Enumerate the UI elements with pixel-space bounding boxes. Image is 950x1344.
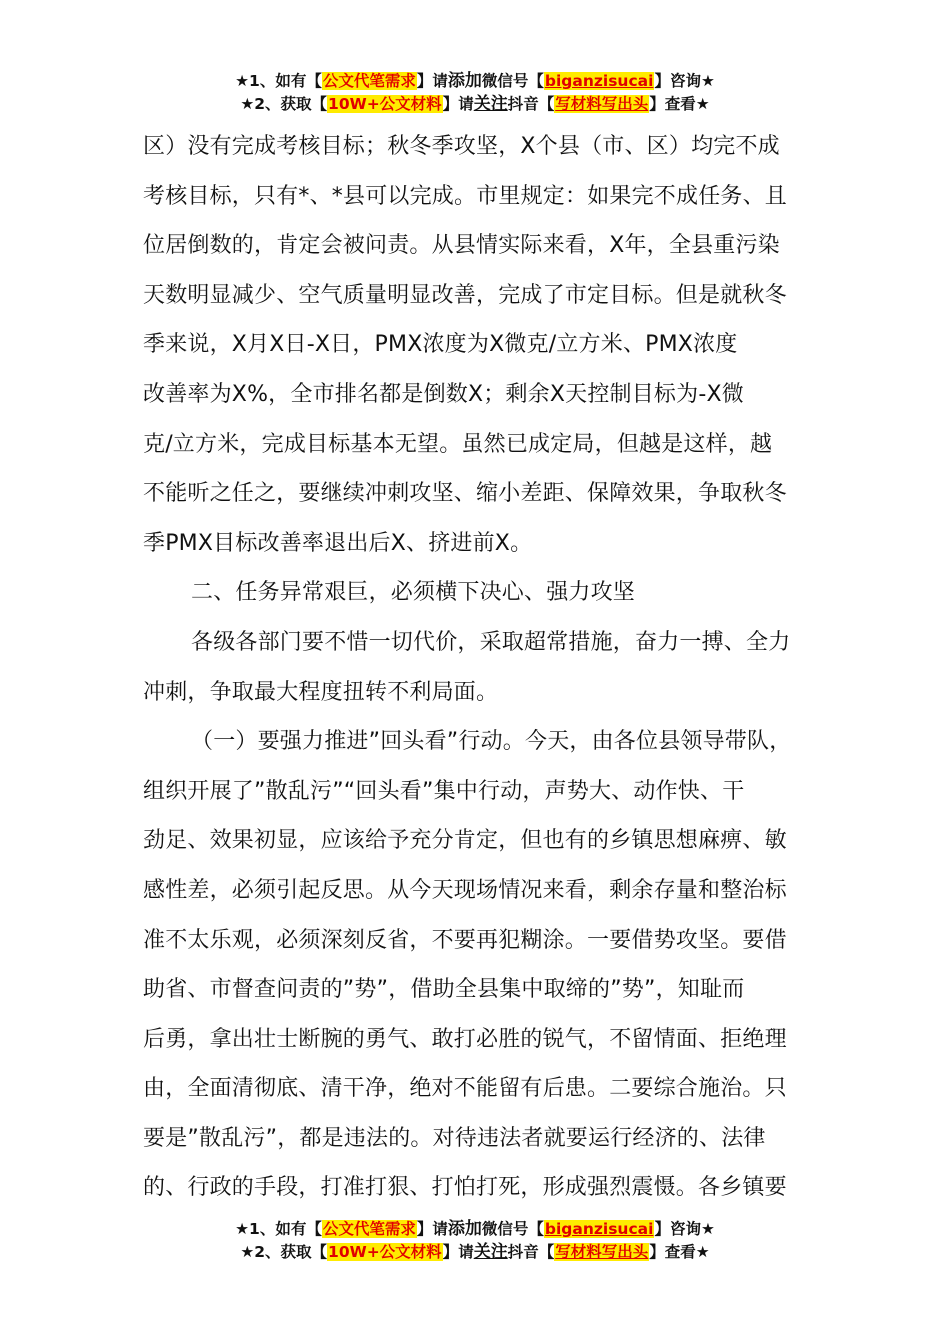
banner-text: 微信号【 bbox=[481, 72, 544, 90]
banner-line-1 bbox=[0, 70, 950, 93]
banner-text: 】咨询★ bbox=[654, 72, 715, 90]
banner-highlight-service: 公文代笔需求 bbox=[322, 1220, 416, 1238]
banner-text: 】请 bbox=[416, 1220, 448, 1238]
banner-text: 】咨询★ bbox=[654, 1220, 715, 1238]
text-line: 组织开展了”散乱污”“回头看”集中行动，声势大、动作快、干 bbox=[143, 778, 745, 804]
banner-text: ★2、获取【 bbox=[240, 95, 328, 113]
paragraph bbox=[143, 122, 815, 568]
text-line: 感性差，必须引起反思。从今天现场情况来看，剩余存量和整治标 bbox=[143, 877, 787, 903]
text-line: 克/立方米，完成目标基本无望。虽然已成定局，但越是这样，越 bbox=[143, 431, 773, 457]
paragraph bbox=[143, 618, 815, 717]
document-body bbox=[143, 122, 815, 1213]
text-line: 区）没有完成考核目标；秋冬季攻坚，X个县（市、区）均完不成 bbox=[143, 134, 780, 159]
banner-wechat-id[interactable]: biganzisucai bbox=[544, 72, 654, 90]
text-line: （一）要强力推进”回头看”行动。今天，由各位县领导带队， bbox=[191, 729, 792, 755]
banner-douyin-account[interactable]: 写材料写出头 bbox=[555, 95, 649, 113]
banner-text: ★1、如有【 bbox=[235, 72, 322, 90]
banner-douyin-account[interactable]: 写材料写出头 bbox=[555, 1243, 649, 1261]
text-line: 不能听之任之，要继续冲刺攻坚、缩小差距、保障效果，争取秋冬 bbox=[143, 481, 787, 507]
text-line: 的、行政的手段，打准打狠、打怕打死，形成强烈震慑。各乡镇要 bbox=[143, 1175, 787, 1201]
banner-highlight-materials: 10W+公文材料 bbox=[328, 1243, 442, 1261]
text-line: 冲刺，争取最大程度扭转不利局面。 bbox=[143, 679, 499, 705]
banner-text-emphasis: 关注 bbox=[473, 1242, 508, 1262]
banner-text-emphasis: 添加 bbox=[447, 71, 482, 91]
text-line: 后勇，拿出壮士断腕的勇气、敢打必胜的锐气，不留情面、拒绝理 bbox=[143, 1026, 787, 1052]
banner-text: ★2、获取【 bbox=[240, 1243, 328, 1261]
banner-text: 】查看★ bbox=[649, 95, 710, 113]
banner-text: 微信号【 bbox=[481, 1220, 544, 1238]
banner-text: 抖音【 bbox=[507, 95, 555, 113]
text-line: 考核目标，只有*、*县可以完成。市里规定：如果完不成任务、且 bbox=[143, 183, 788, 209]
text-line: 改善率为X%，全市排名都是倒数X；剩余X天控制目标为-X微 bbox=[143, 381, 744, 407]
text-line: 季来说，X月X日-X日，PMX浓度为X微克/立方米、PMX浓度 bbox=[143, 332, 738, 358]
banner-line-2 bbox=[0, 93, 950, 116]
header-banner bbox=[0, 70, 950, 116]
banner-text-emphasis: 关注 bbox=[473, 94, 508, 114]
banner-text: 】查看★ bbox=[649, 1243, 710, 1261]
banner-highlight-service: 公文代笔需求 bbox=[322, 72, 416, 90]
banner-text: 】请 bbox=[416, 72, 448, 90]
text-line: 要是”散乱污”，都是违法的。对待违法者就要运行经济的、法律 bbox=[143, 1125, 766, 1151]
banner-line-2 bbox=[0, 1241, 950, 1264]
text-line: 准不太乐观，必须深刻反省，不要再犯糊涂。一要借势攻坚。要借 bbox=[143, 927, 787, 953]
banner-text: ★1、如有【 bbox=[235, 1220, 322, 1238]
text-line: 各级各部门要不惜一切代价，采取超常措施，奋力一搏、全力 bbox=[191, 629, 791, 655]
text-line: 助省、市督查问责的”势”，借助全县集中取缔的”势”，知耻而 bbox=[143, 977, 745, 1003]
banner-line-1 bbox=[0, 1218, 950, 1241]
text-line: 位居倒数的，肯定会被问责。从县情实际来看，X年，全县重污染 bbox=[143, 233, 780, 259]
banner-wechat-id[interactable]: biganzisucai bbox=[544, 1220, 654, 1238]
text-line: 由，全面清彻底、清干净，绝对不能留有后患。二要综合施治。只 bbox=[143, 1076, 787, 1102]
text-line: 季PMX目标改善率退出后X、挤进前X。 bbox=[143, 530, 533, 556]
paragraph bbox=[143, 717, 815, 1213]
footer-banner bbox=[0, 1218, 950, 1264]
text-line: 二、任务异常艰巨，必须横下决心、强力攻坚 bbox=[191, 580, 636, 606]
banner-text-emphasis: 添加 bbox=[447, 1219, 482, 1239]
text-line: 天数明显减少、空气质量明显改善，完成了市定目标。但是就秋冬 bbox=[143, 282, 787, 308]
banner-text: 抖音【 bbox=[507, 1243, 555, 1261]
banner-text: 】请 bbox=[442, 95, 474, 113]
text-line: 劲足、效果初显，应该给予充分肯定，但也有的乡镇思想麻痹、敏 bbox=[143, 828, 787, 854]
banner-highlight-materials: 10W+公文材料 bbox=[328, 95, 442, 113]
banner-text: 】请 bbox=[442, 1243, 474, 1261]
section-heading bbox=[143, 568, 815, 618]
